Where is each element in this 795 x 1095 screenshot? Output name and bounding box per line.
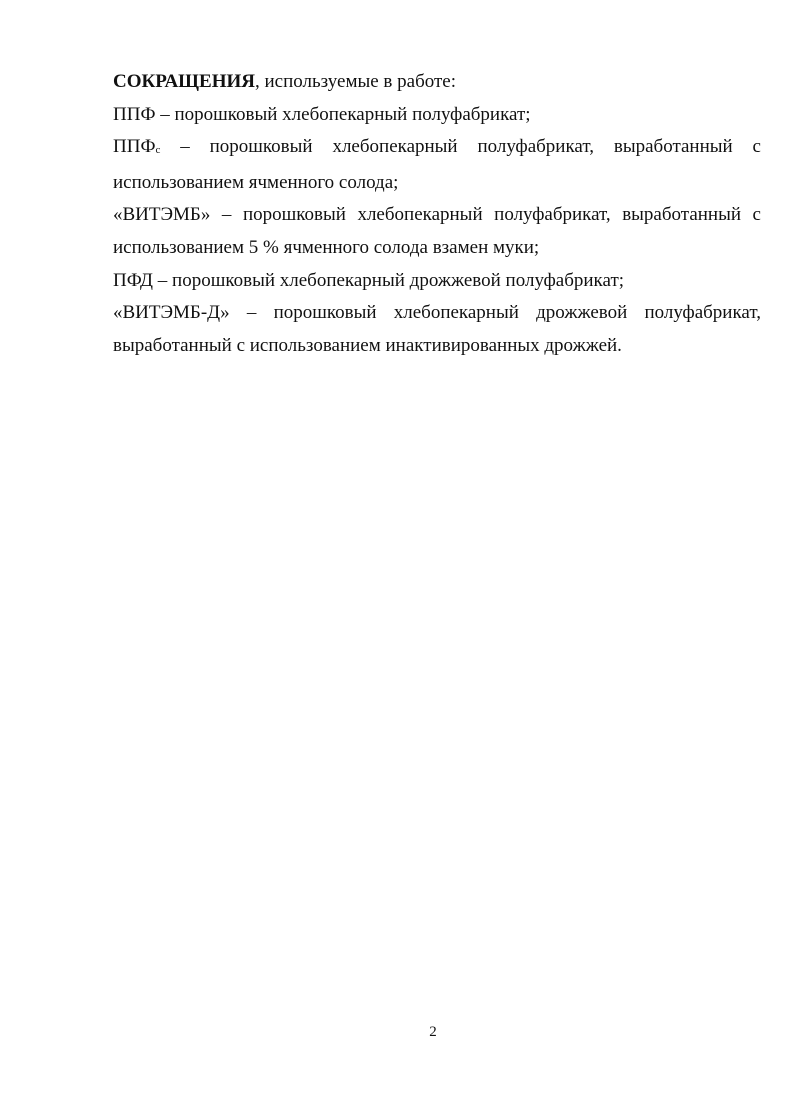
abbreviation-entry — [113, 265, 761, 298]
heading-title: СОКРАЩЕНИЯ — [113, 71, 255, 92]
abbreviation-term: ППФ — [113, 136, 156, 158]
page-number: 2 — [429, 1024, 437, 1040]
heading-subtitle: , используемые в работе: — [255, 71, 457, 92]
abbreviation-entry — [113, 199, 761, 264]
abbreviation-definition: – порошковый хлебопекарный полуфабрикат, выработанный с использованием 5 % ячменного солода взамен муки; — [113, 204, 761, 258]
abbreviation-definition: – порошковый хлебопекарный дрожжевой полуфабрикат; — [153, 269, 625, 291]
abbreviations-section — [113, 66, 761, 362]
abbreviation-term: «ВИТЭМБ» — [113, 204, 211, 226]
abbreviation-term: «ВИТЭМБ-Д» — [113, 302, 230, 324]
abbreviation-definition: – порошковый хлебопекарный полуфабрикат, выработанный с использованием ячменного солода; — [113, 136, 761, 193]
abbreviation-entry — [113, 131, 761, 199]
abbreviation-entry — [113, 297, 761, 362]
abbreviation-definition: – порошковый хлебопекарный полуфабрикат; — [155, 103, 531, 125]
abbreviation-term: ПФД — [113, 269, 154, 291]
abbreviation-entry — [113, 99, 761, 132]
section-heading — [113, 66, 761, 99]
abbreviation-term-subscript: с — [155, 144, 161, 157]
abbreviation-definition: – порошковый хлебопекарный дрожжевой полуфабрикат, выработанный с использованием инактивированных дрожжей. — [113, 302, 761, 356]
abbreviation-term: ППФ — [113, 103, 156, 125]
